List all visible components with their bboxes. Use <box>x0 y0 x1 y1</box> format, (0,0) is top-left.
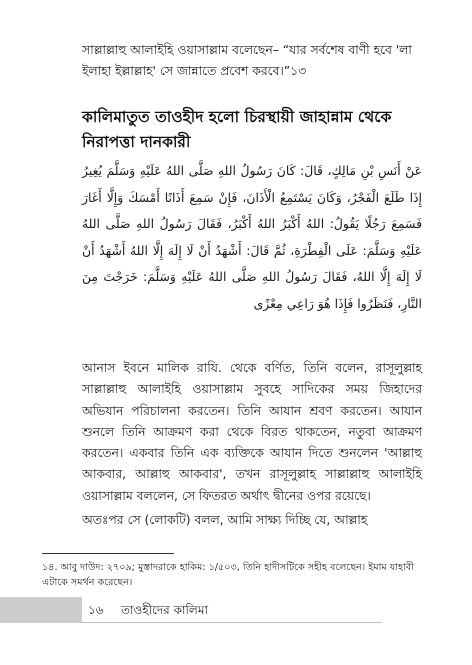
intro-paragraph: সাল্লাল্লাহু আলাইহি ওয়াসাল্লাম বলেছেন– “যার সর্বশেষ বাণী হবে 'লা ইলাহা ইল্লাল্লাহ' সে জান্নাতে প্রবেশ করবে।”১৩ <box>82 43 412 78</box>
section-heading: কালিমাতুত তাওহীদ হলো চিরস্থায়ী জাহান্নাম থেকে নিরাপত্তা দানকারী <box>82 108 392 151</box>
page-number-tab <box>0 597 82 623</box>
hadith-translation: আনাস ইবনে মালিক রাযি. থেকে বর্ণিত, তিনি বলেন, রাসূলুল্লাহ সাল্লাল্লাহু আলাইহি ওয়াসাল্লাম সুবহে সাদিকের সময় জিহাদের অভিযান পরিচালনা করতেন। তিনি আযান শ্রবণ করতেন। আযান শুনলে তিনি আক্রমণ করা থেকে বিরত থাকতেন, নতুবা আক্রমণ করতেন। একবার তিনি এক ব্যক্তিকে আযান দিতে শুনলেন 'আল্লাহু আকবার, আল্লাহু আকবার', তখন রাসূলুল্লাহ সাল্লাল্লাহু আলাইহি ওয়াসাল্লাম বললেন, সে ফিতরত অর্থাৎ দ্বীনের ওপর রয়েছে। <box>82 361 422 503</box>
footer-rule <box>82 622 382 623</box>
arabic-hadith-text: عَنْ أَنَسِ بْنِ مَالِكٍ، قَالَ: كَانَ رَسُولُ اللهِ صَلَّى اللهُ عَلَيْهِ وَسَلَّمَ يُغِيرُ إِذَا طَلَعَ الْفَجْرُ، وَكَانَ يَسْتَمِعُ الْأَذَانَ، فَإِنْ سَمِعَ أَذَانًا أَمْسَكَ وَإِلَّا أَغَارَ فَسَمِعَ رَجُلًا يَقُولُ: اللهُ أَكْبَرُ اللهُ أَكْبَرُ، فَقَالَ رَسُولُ اللهِ صَلَّى اللهُ عَلَيْهِ وَسَلَّمَ: عَلَى الْفِطْرَةِ، ثُمَّ قَالَ: أَشْهَدُ أَنْ لَا إِلَهَ إِلَّا اللهُ أَشْهَدُ أَنْ لَا إِلَهَ إِلَّا اللهُ، فَقَالَ رَسُولُ اللهِ صَلَّى اللهُ عَلَيْهِ وَسَلَّمَ: خَرَجْتَ مِنَ النَّارِ، فَنَظَرُوا فَإِذَا هُوَ رَاعِي مِعْزًى <box>82 163 422 311</box>
footnote: ১৪. আবু দাউদ: ২৭০৯; মুস্তাদরাকে হাকিম: ১/৫০৩, তিনি হাদীসটিকে সহীহ বলেছেন। ইমাম যাহাবী এটাকে সমর্থন করেছেন। <box>42 562 414 588</box>
continuation-paragraph: অতঃপর সে (লোকটি) বলল, আমি সাক্ষ্য দিচ্ছি যে, আল্লাহ <box>82 513 368 527</box>
footnote-divider <box>42 553 174 554</box>
page-number: ১৬ <box>88 603 104 617</box>
running-title: তাওহীদের কালিমা <box>121 603 208 617</box>
